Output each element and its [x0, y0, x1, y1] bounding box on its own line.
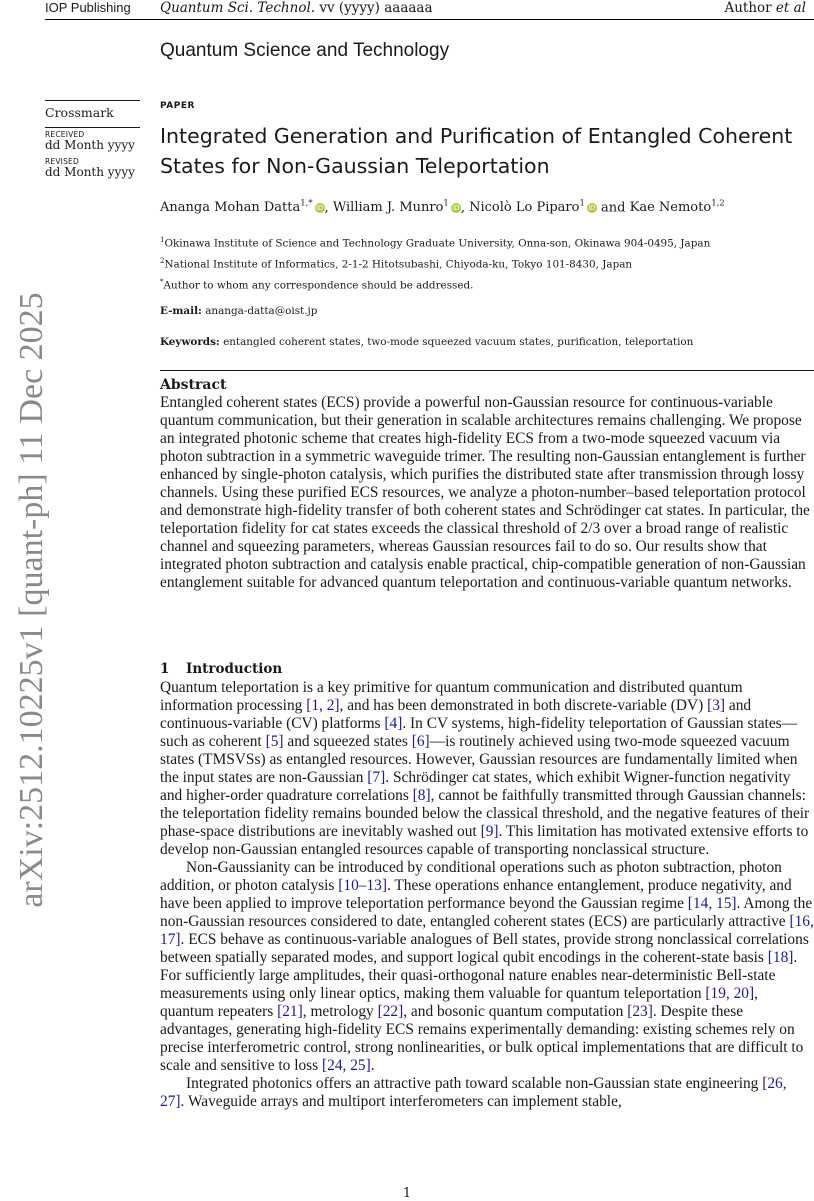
section-title: Introduction — [186, 661, 283, 677]
keywords-label: Keywords: — [160, 336, 220, 348]
author-name: Nicolò Lo Piparo — [469, 200, 580, 216]
paragraph-text: . These operations enhance entanglement, produce negativity, and have been applied to improve teleportation performance beyond the Gaussian regime — [160, 877, 792, 912]
article-type-label: PAPER — [160, 101, 195, 111]
author-name: Kae Nemoto — [629, 200, 712, 216]
revised-date: dd Month yyyy — [45, 165, 135, 179]
author-separator: and — [596, 200, 630, 216]
keywords-value: entangled coherent states, two-mode squeezed vacuum states, purification, teleportation — [223, 336, 694, 348]
orcid-icon[interactable]: iD — [452, 204, 460, 213]
affiliation — [160, 274, 710, 295]
author-affiliation-mark: 1 — [579, 199, 585, 209]
abstract-section — [160, 370, 814, 592]
author — [160, 200, 325, 215]
paragraph-text: . Among the non-Gaussian resources considered to date, entangled coherent states (ECS) are particularly attractive — [160, 895, 813, 930]
citation-link[interactable]: [24, 25] — [322, 1057, 371, 1074]
paragraph-text: —is routinely achieved using two-mode squeezed vacuum states (TMSVSs) as entangled resources. However, Gaussian resources are fundamentally limited when the input states are non-Gaussian — [160, 733, 798, 786]
section-heading — [160, 660, 814, 679]
email-address[interactable]: ananga-datta@oist.jp — [205, 305, 318, 317]
page-number: 1 — [402, 1186, 412, 1201]
publisher-name: IOP Publishing — [45, 0, 131, 15]
citation-link[interactable]: [9] — [480, 823, 499, 840]
received-date: dd Month yyyy — [45, 138, 135, 152]
citation-link[interactable]: [23] — [627, 1003, 653, 1020]
paragraph — [160, 1075, 814, 1111]
paragraph-text: and continuous-variable (CV) platforms — [160, 697, 752, 732]
paragraph-text: , quantum repeaters — [160, 985, 758, 1020]
received-label: RECEIVED — [45, 130, 85, 139]
paragraph-text: . Despite these advantages, generating high-fidelity ECS remains experimentally demanding: existing schemes rely on precise interferometric control, strong nonlinearities, or bulk optical implementations that are difficult to scale and sensitive to loss — [160, 1003, 804, 1074]
citation-link[interactable]: [19, 20] — [705, 985, 755, 1002]
citation-link[interactable]: [22] — [377, 1003, 404, 1020]
author — [333, 200, 461, 215]
citation-link[interactable]: [21] — [277, 1003, 303, 1020]
section-number: 1 — [160, 661, 170, 677]
contact-email — [160, 305, 317, 317]
citation-link[interactable]: [26, 27] — [160, 1075, 787, 1110]
journal-reference — [160, 0, 433, 16]
orcid-icon[interactable]: iD — [315, 204, 324, 213]
author-affiliation-mark: 1 — [443, 199, 449, 209]
affiliation-text: National Institute of Informatics, 2-1-2 Hitotsubashi, Chiyoda-ku, Tokyo 101-8430, Japan — [164, 258, 633, 271]
citation-link[interactable]: [16, 17] — [160, 913, 814, 948]
paragraph-text: Quantum teleportation is a key primitive for quantum communication and distributed quantum information processing — [160, 679, 743, 714]
author-affiliation-mark: 1,* — [300, 199, 313, 209]
affiliation-mark: 1 — [160, 236, 165, 244]
introduction-section — [160, 660, 814, 1111]
revised-label: REVISED — [45, 157, 79, 166]
affiliation-text: Author to whom any correspondence should be addressed. — [163, 279, 474, 292]
paragraph-text: . Waveguide arrays and multiport interferometers can implement stable, — [180, 1093, 622, 1110]
citation-link[interactable]: [6] — [411, 733, 430, 750]
affiliation-list — [160, 232, 710, 295]
citation-link[interactable]: [5] — [265, 733, 284, 750]
paragraph-text: and squeezed states — [283, 733, 412, 750]
citation-link[interactable]: [18] — [767, 949, 794, 966]
abstract-rule — [160, 370, 814, 371]
citation-link[interactable]: [8] — [412, 787, 431, 804]
crossmark-link[interactable]: Crossmark — [45, 105, 114, 120]
paragraph-text: . In CV systems, high-fidelity teleportation of Gaussian states—such as coherent — [160, 715, 798, 750]
paragraph-text: . Schrödinger cat states, which exhibit Wigner-function negativity and higher-order quadrature correlations — [160, 769, 791, 804]
journal-abbrev: Quantum Sci. Technol. — [160, 0, 316, 16]
author-affiliation-mark: 1,2 — [711, 199, 725, 209]
running-author — [724, 0, 806, 16]
header-divider — [45, 19, 814, 20]
keywords — [160, 336, 693, 348]
arxiv-stamp: arXiv:2512.10225v1 [quant-ph] 11 Dec 2025 — [13, 292, 50, 908]
author — [469, 200, 597, 215]
paragraph — [160, 679, 814, 859]
citation-link[interactable]: [14, 15] — [687, 895, 737, 912]
affiliation — [160, 232, 710, 253]
author-separator: , — [324, 200, 333, 216]
running-header — [0, 0, 814, 19]
author-separator: , — [460, 200, 470, 216]
introduction-body — [160, 679, 814, 1111]
paragraph-text: , cannot be faithfully transmitted through Gaussian channels: the teleportation fidelity remains bounded below the classical threshold, and the negative features of their phase-space distributions are inevitably washed out — [160, 787, 810, 840]
paragraph-text: . This limitation has motivated extensive efforts to develop non-Gaussian entangled resources capable of transporting nonclassical structure. — [160, 823, 809, 858]
author-list — [160, 199, 725, 215]
citation-link[interactable]: [10–13] — [338, 877, 387, 894]
email-label: E-mail: — [160, 305, 202, 317]
journal-name: Quantum Science and Technology — [160, 40, 450, 61]
citation-link[interactable]: [7] — [367, 769, 386, 786]
paragraph-text: , metrology — [302, 1003, 378, 1020]
running-author-etal: et al — [775, 0, 806, 16]
paragraph-text: . ECS behave as continuous-variable analogues of Bell states, provide strong nonclassical correlations between spatially separated modes, and support logical qubit encodings in the coherent-state basis — [160, 931, 809, 966]
sidebar-rule-middle — [45, 127, 140, 128]
paragraph — [160, 859, 814, 1075]
affiliation-mark: * — [160, 277, 164, 286]
citation-link[interactable]: [3] — [707, 697, 726, 714]
paragraph-text: , and bosonic quantum computation — [403, 1003, 628, 1020]
paper-title: Integrated Generation and Purification of Entangled Coherent States for Non-Gaussian Teleportation — [160, 124, 793, 178]
affiliation — [160, 253, 710, 274]
paragraph-text: . — [370, 1057, 375, 1074]
article-history-sidebar — [45, 100, 140, 185]
paragraph-text: . For sufficiently large amplitudes, their quasi-orthogonal nature enables near-deterministic Bell-state measurements using only linear optics, making them valuable for quantum teleportation — [160, 949, 798, 1002]
citation-link[interactable]: [1, 2] — [306, 697, 340, 714]
abstract-heading: Abstract — [160, 377, 227, 393]
author-name: Ananga Mohan Datta — [160, 200, 301, 216]
abstract-text: Entangled coherent states (ECS) provide a powerful non-Gaussian resource for continuous-variable quantum communication, but their generation in scalable architectures remains challenging. We propose an integrated photonic scheme that creates high-fidelity ECS from a two-mode squeezed vacuum via photon subtraction in a symmetric waveguide trimer. The resulting non-Gaussian entanglement is further enhanced by single-photon catalysis, which purifies the distributed state after transmission through lossy channels. Using these purified ECS resources, we analyze a photon-number–based teleportation protocol and demonstrate high-fidelity transfer of both coherent states and Schrödinger cat states. In particular, the teleportation fidelity for cat states exceeds the classical threshold of 2/3 over a broad range of realistic channel and squeezing parameters, whereas Gaussian resources fail to do so. Our results show that integrated photon subtraction and catalysis enable practical, chip-compatible generation of non-Gaussian entanglement suitable for advanced quantum teleportation and continuous-variable quantum networks. — [160, 394, 810, 591]
paragraph-text: , and has been demonstrated in both discrete-variable (DV) — [339, 697, 708, 714]
paragraph-text: Integrated photonics offers an attractive path toward scalable non-Gaussian state engineering — [186, 1075, 763, 1092]
affiliation-mark: 2 — [160, 256, 165, 265]
journal-volume: vv (yyyy) aaaaaa — [315, 0, 433, 16]
sidebar-rule-top — [45, 100, 140, 101]
running-author-name: Author — [724, 0, 776, 16]
author — [630, 200, 725, 215]
author-name: William J. Munro — [332, 200, 444, 216]
citation-link[interactable]: [4] — [384, 715, 403, 732]
paragraph-text: Non-Gaussianity can be introduced by conditional operations such as photon subtraction, photon addition, or photon catalysis — [160, 859, 782, 894]
orcid-icon[interactable]: iD — [588, 204, 596, 213]
affiliation-text: Okinawa Institute of Science and Technology Graduate University, Onna-son, Okinawa 904-0495, Japan — [164, 237, 711, 250]
